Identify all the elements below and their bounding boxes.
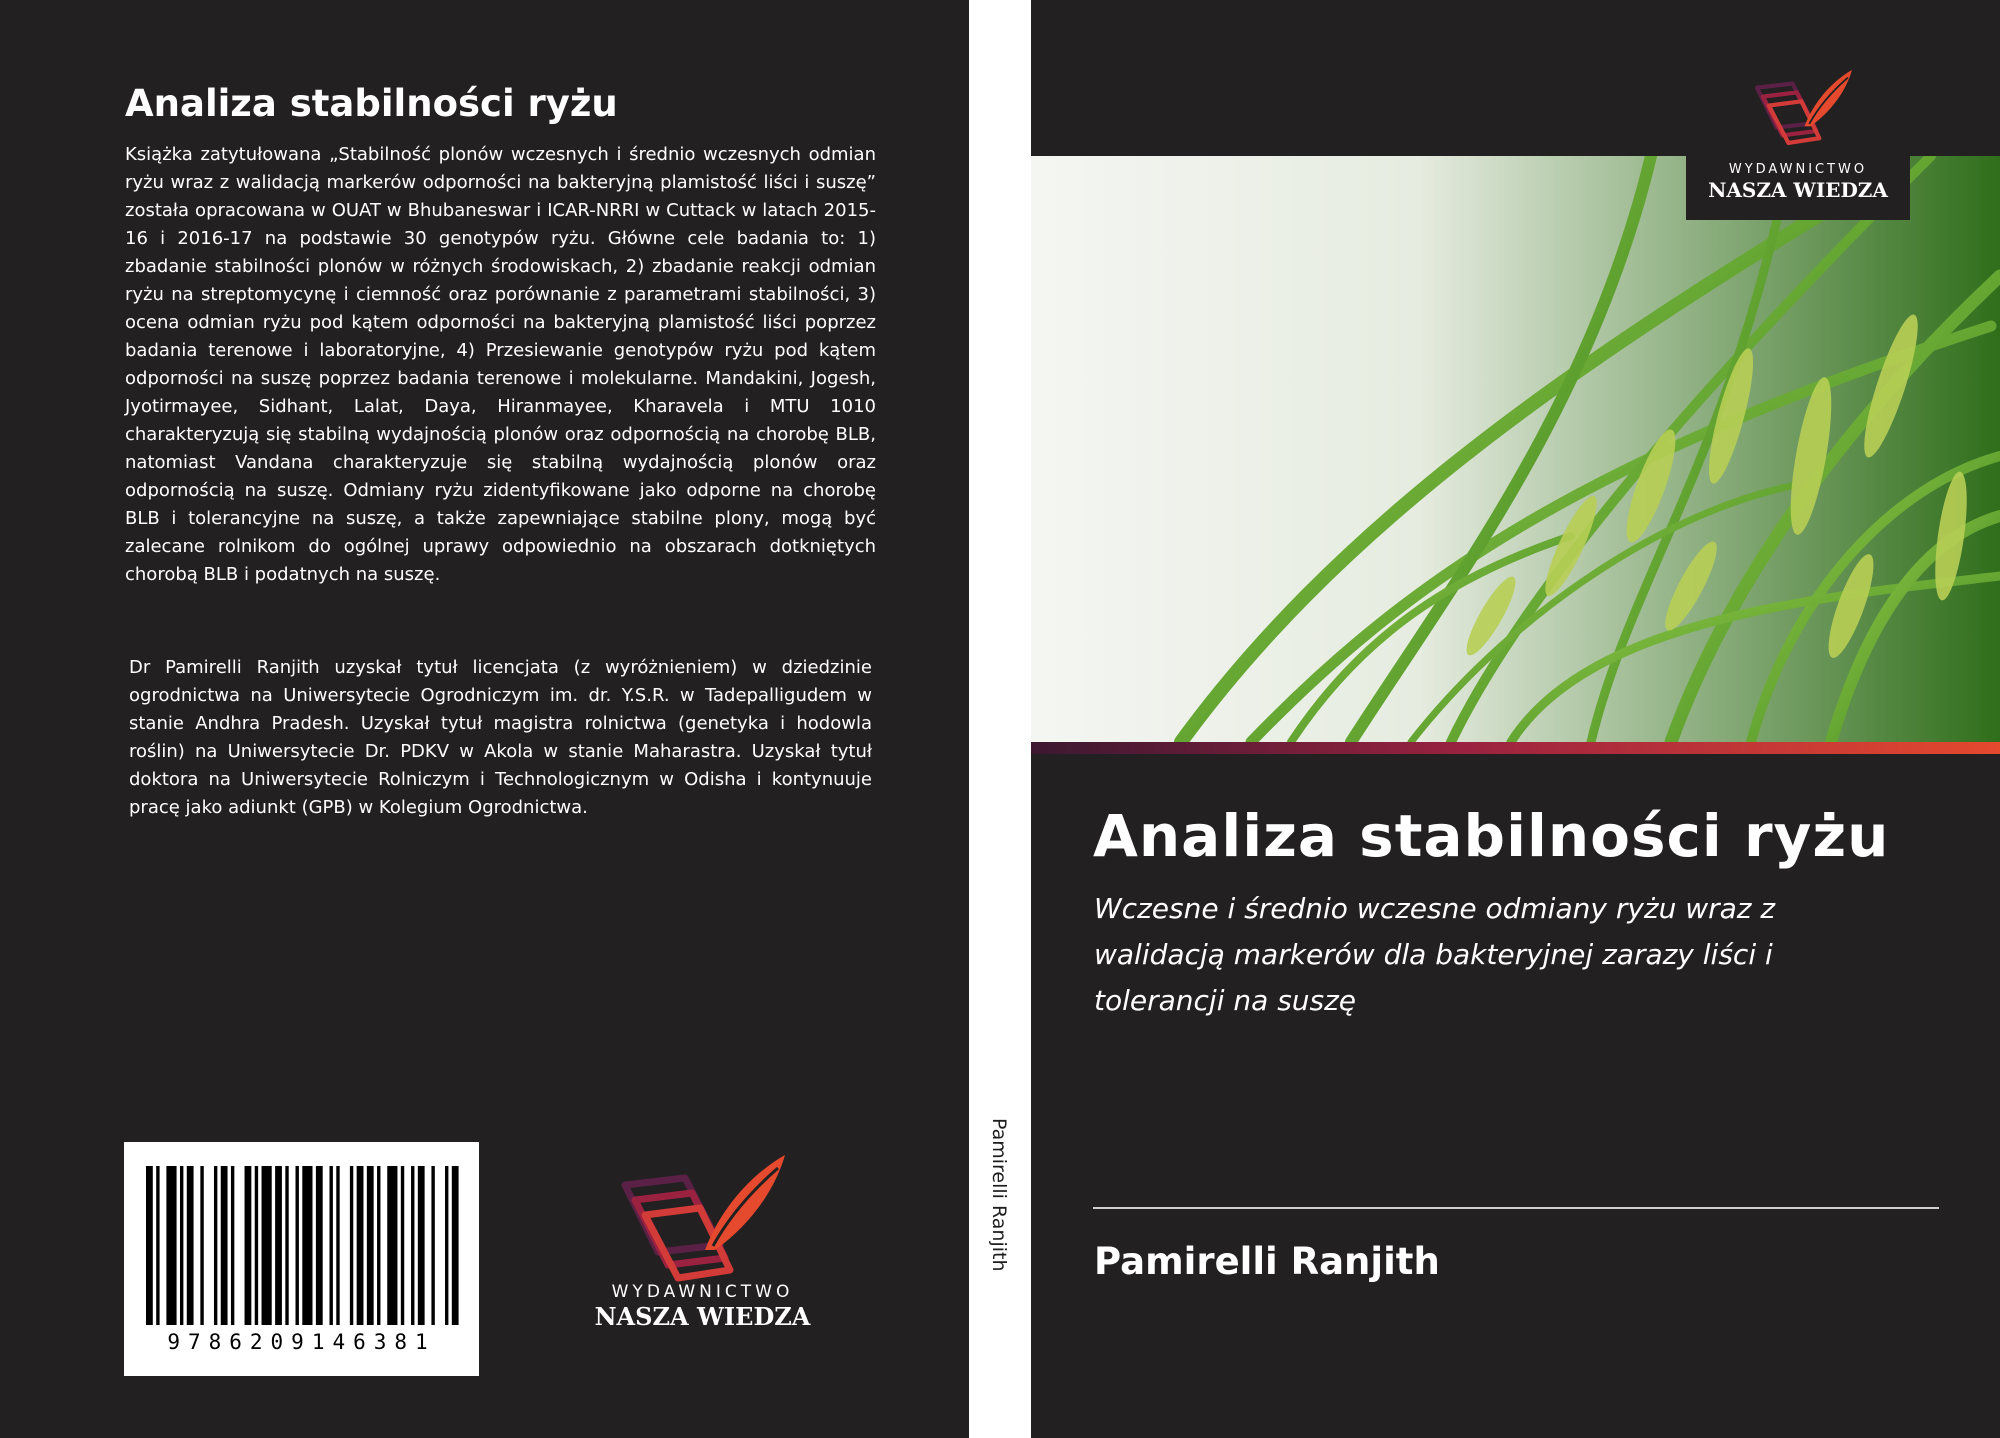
isbn-barcode <box>124 1142 479 1376</box>
front-publisher-label: WYDAWNICTWO <box>1728 162 1868 177</box>
author-divider <box>1093 1207 1939 1209</box>
barcode-bar <box>401 1166 404 1325</box>
barcode-bar <box>445 1166 448 1325</box>
barcode-bar <box>431 1166 434 1325</box>
barcode-bar <box>316 1166 323 1325</box>
book-quill-logo-icon <box>610 1150 795 1290</box>
barcode-bar <box>357 1166 364 1325</box>
book-description: Książka zatytułowana „Stabilność plonów wczesnych i średnio wczesnych odmian ryżu wraz z walidacją markerów odporności na bakteryjną plamistość liści i suszę” została opracowana w OUAT w Bhubaneswar i ICAR-NRRI w Cuttack w latach 2015-16 i 2016-17 na podstawie 30 genotypów ryżu. Główne cele badania to: 1) zbadanie stabilności plonów w różnych środowiskach, 2) zbadanie reakcji odmian ryżu na streptomycynę i ciemność oraz porównanie z parametrami stabilności, 3) ocena odmian ryżu pod kątem odporności na bakteryjną plamistość liści poprzez badania terenowe i laboratoryjne, 4) Przesiewanie genotypów ryżu pod kątem odporności na suszę poprzez badania terenowe i molekularne. Mandakini, Jogesh, Jyotirmayee, Sidhant, Lalat, Daya, Hiranmayee, Kharavela i MTU 1010 charakteryzują się stabilną wydajnością plonów oraz odpornością na chorobę BLB, natomiast Vandana charakteryzuje się stabilną wydajnością plonów oraz odpornością na suszę. Odmiany ryżu zidentyfikowane jako odporne na chorobę BLB i tolerancyjne na suszę, a także zapewniające stabilne plony, mogą być zalecane rolnikom do ogólnej uprawy odpowiednio na obszarach dotkniętych chorobą BLB i podatnych na suszę. <box>125 144 876 585</box>
front-cover-title: Analiza stabilności ryżu <box>1093 802 1890 870</box>
barcode-bar <box>187 1166 194 1325</box>
spine-author: Pamirelli Ranjith <box>988 1118 1010 1272</box>
accent-stripe <box>1031 742 2000 754</box>
barcode-bar <box>275 1166 282 1325</box>
barcode-bar <box>214 1166 217 1325</box>
barcode-bar <box>302 1166 312 1325</box>
back-publisher-label: WYDAWNICTWO <box>611 1282 794 1302</box>
barcode-bar <box>336 1166 339 1325</box>
barcode-bar <box>262 1166 272 1325</box>
barcode-icon <box>146 1166 462 1325</box>
back-cover-title: Analiza stabilności ryżu <box>125 82 618 125</box>
front-publisher-name: NASZA WIEDZA <box>1708 178 1888 202</box>
rice-field-photo <box>1031 156 2000 742</box>
barcode-bar <box>146 1166 153 1325</box>
isbn-number: 9786209146381 <box>167 1330 436 1354</box>
barcode-bar <box>200 1166 203 1325</box>
barcode-bar <box>245 1166 252 1325</box>
barcode-bar <box>296 1166 299 1325</box>
barcode-bar <box>387 1166 397 1325</box>
barcode-bar <box>221 1166 228 1325</box>
barcode-bar <box>231 1166 234 1325</box>
barcode-bar <box>329 1166 332 1325</box>
barcode-bar <box>367 1166 374 1325</box>
barcode-bar <box>255 1166 258 1325</box>
barcode-bar <box>180 1166 183 1325</box>
front-cover-subtitle: Wczesne i średnio wczesne odmiany ryżu wraz z walidacją markerów dla bakteryjnej zarazy liści i tolerancji na suszę <box>1094 892 1776 1017</box>
barcode-bar <box>452 1166 459 1325</box>
back-publisher-name: NASZA WIEDZA <box>594 1302 811 1331</box>
barcode-bar <box>166 1166 176 1325</box>
barcode-bar <box>350 1166 353 1325</box>
author-biography: Dr Pamirelli Ranjith uzyskał tytuł licencjata (z wyróżnieniem) w dziedzinie ogrodnictwa na Uniwersytecie Ogrodniczym im. dr. Y.S.R. w Tadepalligudem w stanie Andhra Pradesh. Uzyskał tytuł magistra rolnictwa (genetyka i hodowla roślin) na Uniwersytecie Dr. PDKV w Akola w stanie Maharastra. Uzyskał tytuł doktora na Uniwersytecie Rolniczym i Technologicznym w Odisha i kontynuuje pracę jako adiunkt (GPB) w Kolegium Ogrodnictwa. <box>129 657 872 818</box>
barcode-bar <box>418 1166 425 1325</box>
barcode-bar <box>411 1166 414 1325</box>
front-cover-author: Pamirelli Ranjith <box>1094 1240 1440 1283</box>
barcode-bar <box>285 1166 288 1325</box>
barcode-bar <box>377 1166 380 1325</box>
book-quill-logo-icon <box>1748 56 1858 161</box>
barcode-bar <box>156 1166 159 1325</box>
